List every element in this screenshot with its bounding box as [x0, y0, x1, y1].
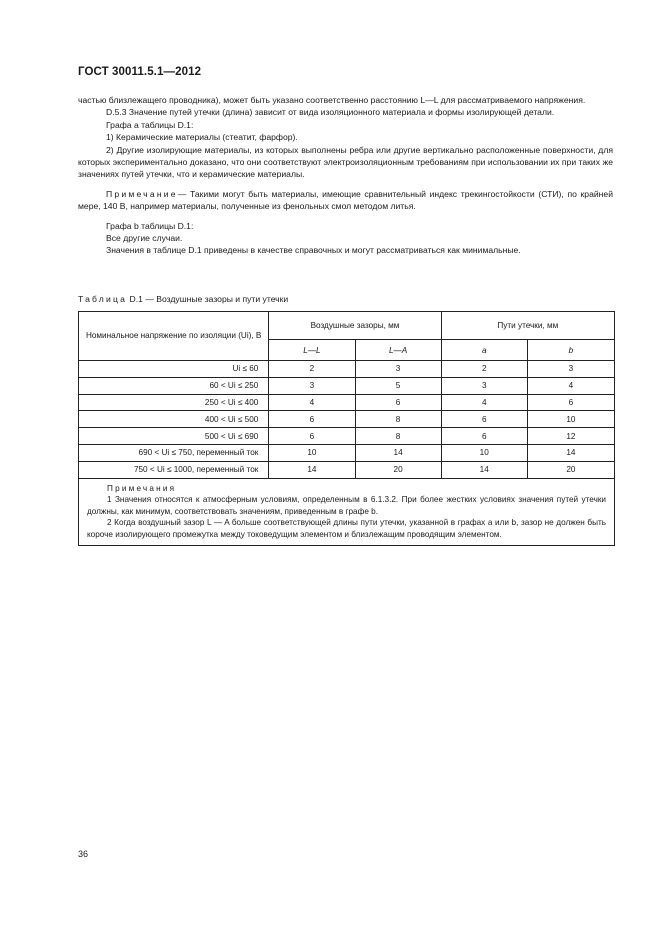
table-row: [79, 361, 615, 378]
paragraph: 1) Керамические материалы (стеатит, фарфор).: [106, 132, 298, 143]
value-cell: 4: [527, 377, 614, 394]
table-caption: [78, 294, 288, 304]
header-l-l: L—L: [269, 340, 355, 361]
value-cell: 6: [527, 394, 614, 411]
table-row: [79, 428, 615, 445]
body-text: [78, 94, 613, 257]
note-2: 2 Когда воздушный зазор L — A больше соответствующей длины пути утечки, указанной в графах a или b, зазор не должен быть короче изолирующего промежутка между токоведущим элементом и близлежащим проводящим элементом.: [87, 518, 606, 539]
paragraph: Графа b таблицы D.1:: [106, 220, 194, 231]
value-cell: 6: [269, 428, 355, 445]
table-caption-text: D.1 — Воздушные зазоры и пути утечки: [127, 294, 289, 304]
document-header: ГОСТ 30011.5.1—2012: [78, 66, 202, 78]
value-cell: 6: [355, 394, 441, 411]
paragraph: D.5.3 Значение путей утечки (длина) зависит от вида изоляционного материала и формы изолирующей детали.: [106, 107, 555, 118]
value-cell: 6: [269, 411, 355, 428]
value-cell: 2: [269, 361, 355, 378]
value-cell: 14: [355, 444, 441, 461]
value-cell: 2: [441, 361, 527, 378]
voltage-cell: 750 < Ui ≤ 1000, переменный ток: [79, 461, 269, 478]
paragraph: 2) Другие изолирующие материалы, из которых выполнены ребра или другие вертикально расположенные поверхности, для которых экспериментально доказано, что они соответствуют электроизоляционным требованиям при использовании их при таких же значениях путей утечки, что и керамические материалы.: [78, 144, 613, 180]
clearance-table: [78, 311, 615, 546]
header-l-a: L—A: [355, 340, 441, 361]
value-cell: 4: [441, 394, 527, 411]
value-cell: 8: [355, 411, 441, 428]
value-cell: 20: [527, 461, 614, 478]
note-label: Примечание: [106, 188, 178, 199]
value-cell: 6: [441, 428, 527, 445]
value-cell: 5: [355, 377, 441, 394]
note-paragraph: [78, 188, 613, 213]
paragraph: Значения в таблице D.1 приведены в качестве справочных и могут рассматриваться как минимальные.: [106, 245, 521, 256]
value-cell: 10: [269, 444, 355, 461]
table-caption-label: Таблица: [78, 294, 128, 304]
table-row: [79, 411, 615, 428]
paragraph: Все другие случаи.: [106, 233, 183, 244]
note-text: — Такими могут быть материалы, имеющие сравнительный индекс трекингостойкости (СТИ), по крайней мере, 140 В, например материалы, полученные из фенольных смол методом литья.: [78, 188, 613, 212]
header-a: a: [441, 340, 527, 361]
header-b: b: [527, 340, 614, 361]
value-cell: 8: [355, 428, 441, 445]
voltage-cell: 690 < Ui ≤ 750, переменный ток: [79, 444, 269, 461]
value-cell: 14: [527, 444, 614, 461]
table-row: [79, 461, 615, 478]
value-cell: 3: [527, 361, 614, 378]
note-1: 1 Значения относятся к атмосферным условиям, определенным в 6.1.3.2. При более жестких условиях значения путей утечки должны, как минимум, соответствовать значениям, приведенным в графе b.: [87, 495, 606, 516]
value-cell: 10: [441, 444, 527, 461]
notes-title: Примечания: [107, 483, 177, 493]
voltage-cell: 60 < Ui ≤ 250: [79, 377, 269, 394]
table-row: [79, 394, 615, 411]
value-cell: 3: [355, 361, 441, 378]
value-cell: 3: [269, 377, 355, 394]
value-cell: 6: [441, 411, 527, 428]
header-creepage: Пути утечки, мм: [441, 312, 614, 340]
value-cell: 4: [269, 394, 355, 411]
voltage-cell: 500 < Ui ≤ 690: [79, 428, 269, 445]
voltage-cell: Ui ≤ 60: [79, 361, 269, 378]
table-notes-row: [79, 478, 615, 545]
value-cell: 14: [441, 461, 527, 478]
table-row: [79, 444, 615, 461]
header-voltage: Номинальное напряжение по изоляции (Ui), В: [79, 312, 269, 361]
value-cell: 20: [355, 461, 441, 478]
table-row: [79, 377, 615, 394]
value-cell: 10: [527, 411, 614, 428]
table-notes: [79, 478, 615, 545]
paragraph: Графа a таблицы D.1:: [106, 119, 194, 130]
header-air-clearance: Воздушные зазоры, мм: [269, 312, 441, 340]
value-cell: 3: [441, 377, 527, 394]
value-cell: 12: [527, 428, 614, 445]
voltage-cell: 250 < Ui ≤ 400: [79, 394, 269, 411]
voltage-cell: 400 < Ui ≤ 500: [79, 411, 269, 428]
value-cell: 14: [269, 461, 355, 478]
page-number: 36: [78, 849, 89, 859]
paragraph: частью близлежащего проводника), может быть указано соответственно расстоянию L—L для рассматриваемого напряжения.: [78, 95, 586, 105]
